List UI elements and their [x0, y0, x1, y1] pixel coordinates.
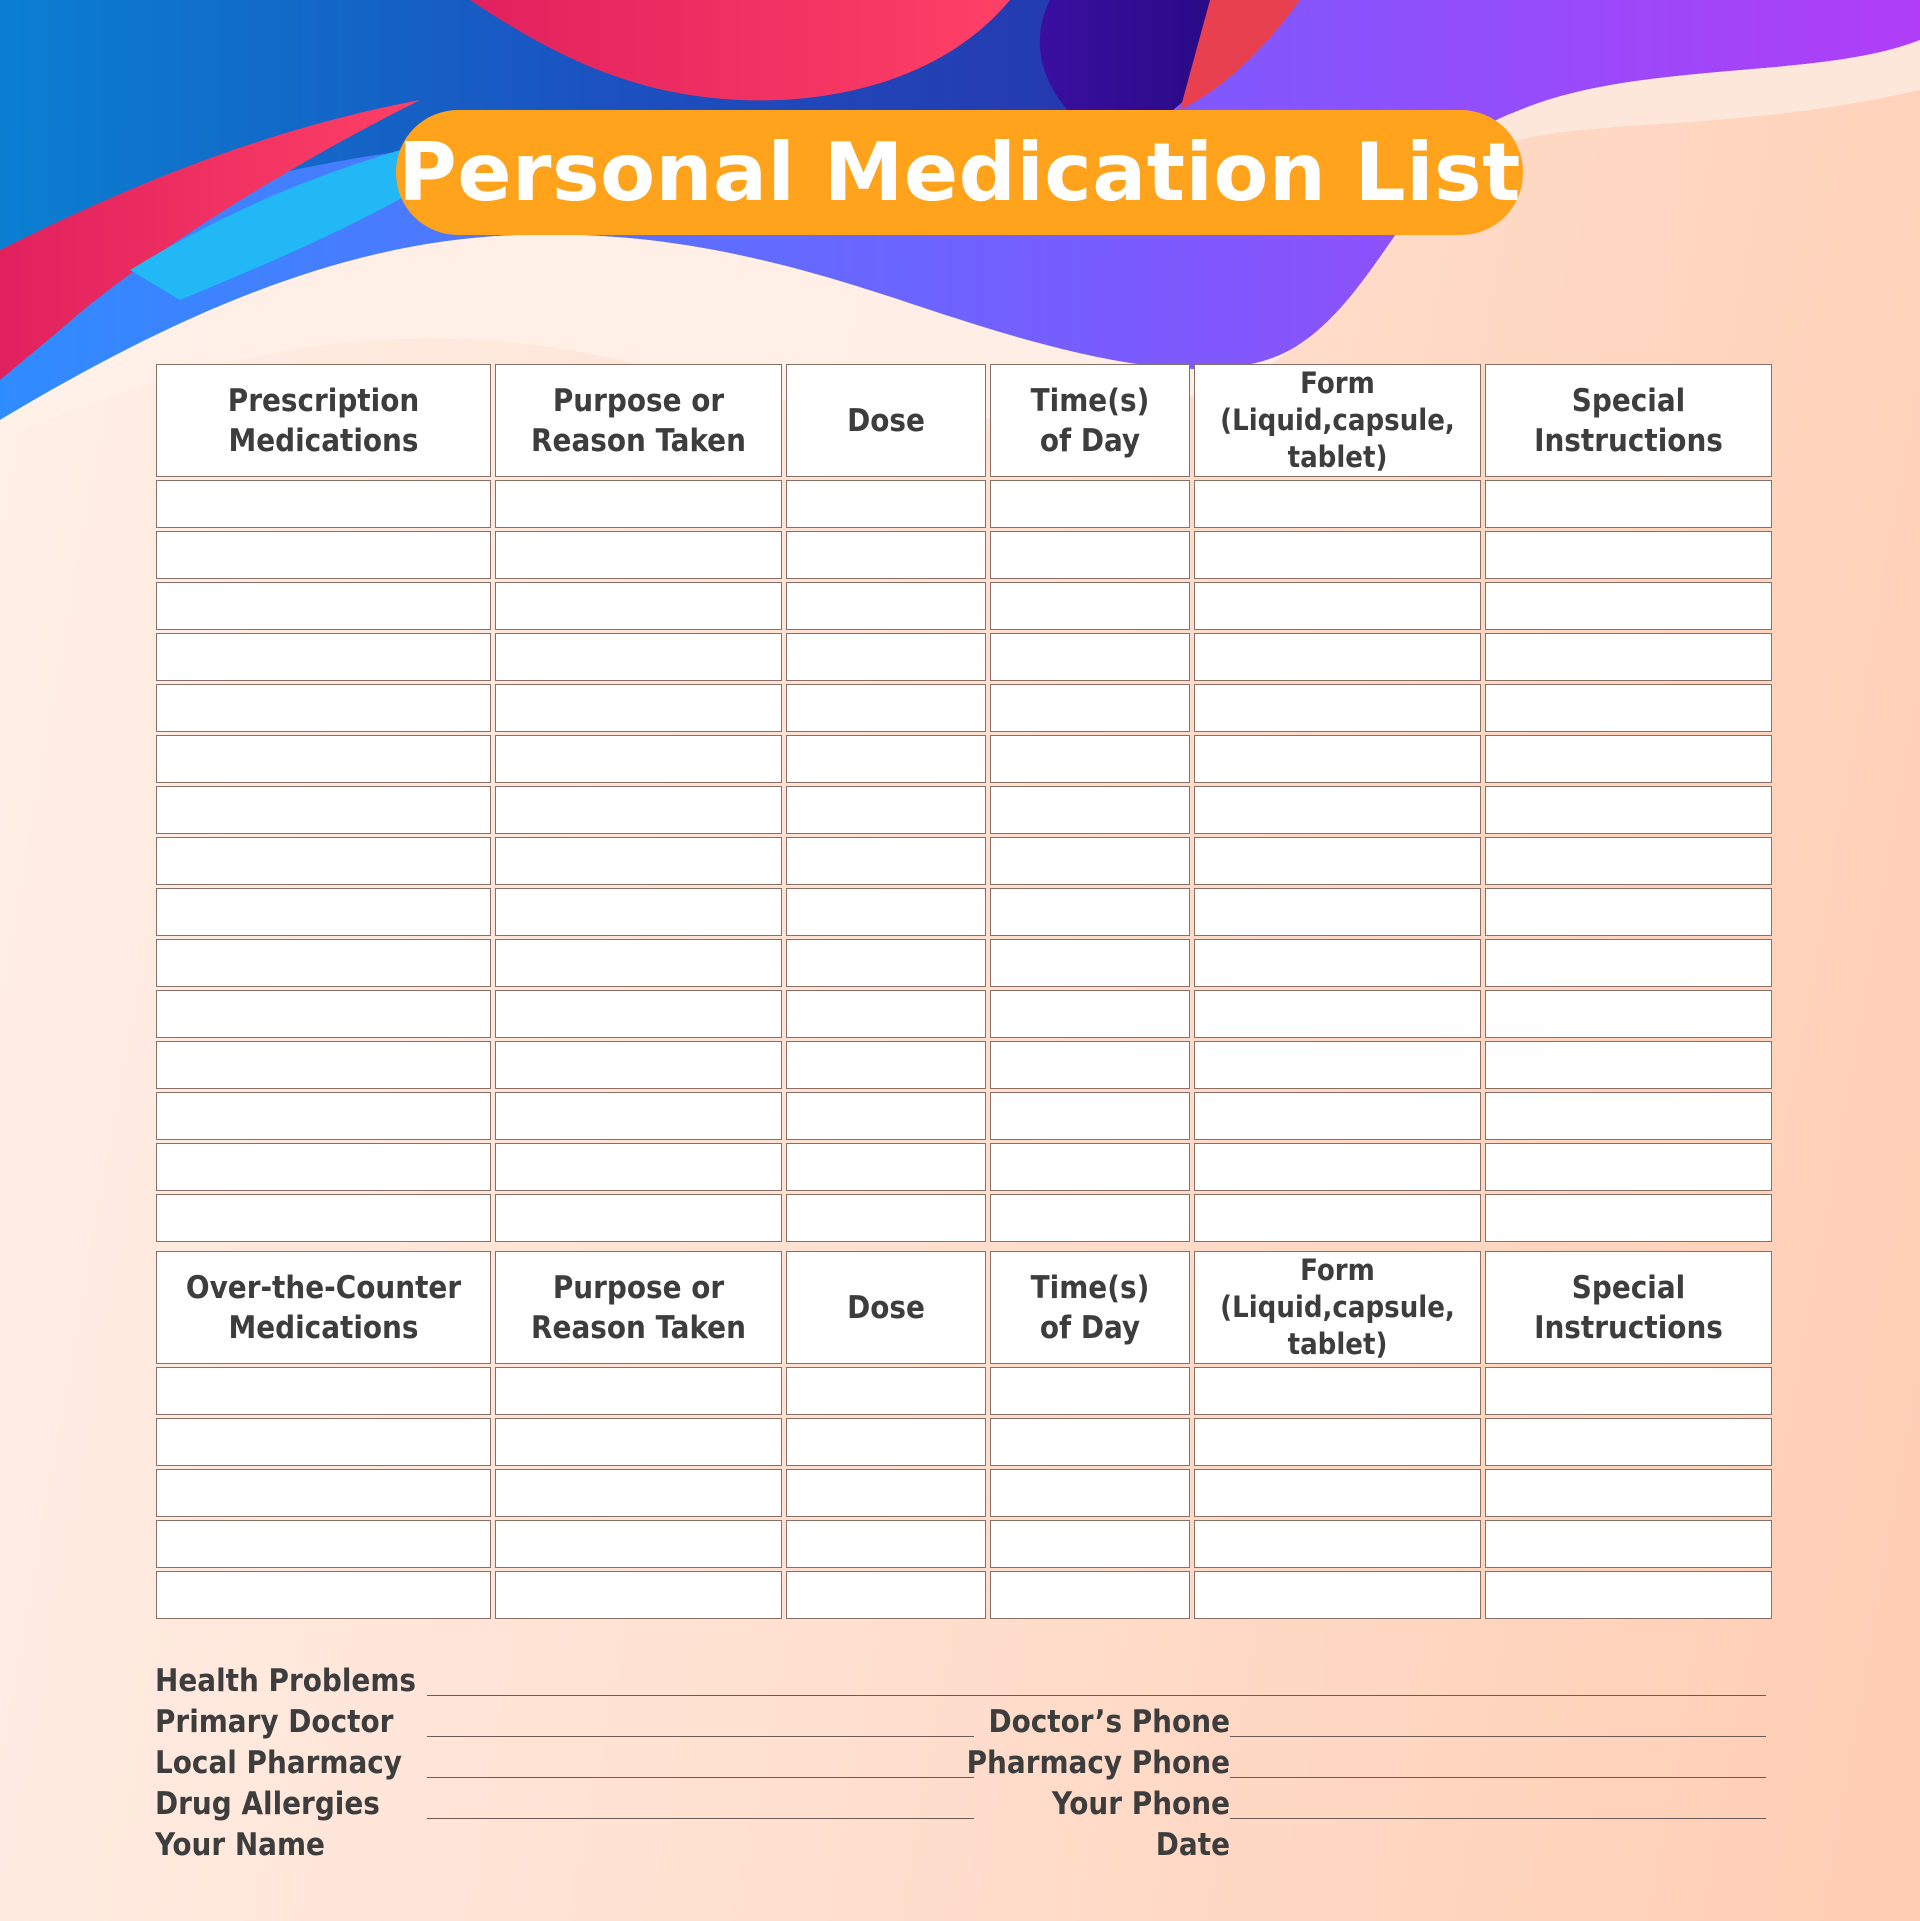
cell-purpose[interactable]: [495, 582, 782, 630]
header-form: Form (Liquid,capsule, tablet): [1194, 1251, 1481, 1364]
cell-form[interactable]: [1194, 582, 1481, 630]
cell-purpose[interactable]: [495, 1194, 782, 1242]
table-row: [156, 990, 1772, 1038]
header-dose: Dose: [786, 364, 986, 477]
table-row: [156, 939, 1772, 987]
cell-form[interactable]: [1194, 1418, 1481, 1466]
cell-times-of-day[interactable]: [990, 888, 1190, 936]
table-row: [156, 1571, 1772, 1619]
table-row: [156, 1041, 1772, 1089]
cell-dose[interactable]: [786, 1571, 986, 1619]
table-row: [156, 1092, 1772, 1140]
cell-form[interactable]: [1194, 1469, 1481, 1517]
cell-medication[interactable]: [156, 735, 491, 783]
table-row: [156, 1418, 1772, 1466]
cell-purpose[interactable]: [495, 684, 782, 732]
cell-special-instructions[interactable]: [1485, 480, 1772, 528]
cell-dose[interactable]: [786, 582, 986, 630]
cell-dose[interactable]: [786, 1367, 986, 1415]
cell-medication[interactable]: [156, 1367, 491, 1415]
primary-doctor-field[interactable]: [427, 1736, 974, 1737]
cell-dose[interactable]: [786, 531, 986, 579]
cell-times-of-day[interactable]: [990, 684, 1190, 732]
cell-purpose[interactable]: [495, 888, 782, 936]
local-pharmacy-field[interactable]: [427, 1777, 974, 1778]
cell-times-of-day[interactable]: [990, 990, 1190, 1038]
cell-dose[interactable]: [786, 633, 986, 681]
cell-times-of-day[interactable]: [990, 939, 1190, 987]
cell-form[interactable]: [1194, 786, 1481, 834]
cell-dose[interactable]: [786, 990, 986, 1038]
cell-purpose[interactable]: [495, 1367, 782, 1415]
prescription-medications-table: [152, 361, 1776, 1245]
cell-dose[interactable]: [786, 1041, 986, 1089]
cell-times-of-day[interactable]: [990, 1041, 1190, 1089]
cell-medication[interactable]: [156, 990, 491, 1038]
your-phone-label: Your Phone: [1051, 1786, 1230, 1822]
header-times-of-day: Time(s) of Day: [990, 1251, 1190, 1364]
cell-medication[interactable]: [156, 1041, 491, 1089]
cell-form[interactable]: [1194, 1143, 1481, 1191]
title-banner: [396, 110, 1523, 235]
cell-form[interactable]: [1194, 1041, 1481, 1089]
cell-dose[interactable]: [786, 888, 986, 936]
cell-purpose[interactable]: [495, 1041, 782, 1089]
cell-purpose[interactable]: [495, 531, 782, 579]
cell-times-of-day[interactable]: [990, 480, 1190, 528]
cell-special-instructions[interactable]: [1485, 1469, 1772, 1517]
cell-special-instructions[interactable]: [1485, 735, 1772, 783]
cell-medication[interactable]: [156, 786, 491, 834]
cell-medication[interactable]: [156, 684, 491, 732]
cell-form[interactable]: [1194, 939, 1481, 987]
cell-special-instructions[interactable]: [1485, 1041, 1772, 1089]
cell-special-instructions[interactable]: [1485, 1367, 1772, 1415]
cell-form[interactable]: [1194, 1367, 1481, 1415]
cell-times-of-day[interactable]: [990, 1520, 1190, 1568]
cell-times-of-day[interactable]: [990, 633, 1190, 681]
cell-purpose[interactable]: [495, 837, 782, 885]
table-row: [156, 837, 1772, 885]
cell-purpose[interactable]: [495, 1520, 782, 1568]
cell-form[interactable]: [1194, 1194, 1481, 1242]
drug-allergies-field[interactable]: [427, 1818, 974, 1819]
cell-purpose[interactable]: [495, 786, 782, 834]
doctors-phone-field[interactable]: [1230, 1736, 1766, 1737]
cell-form[interactable]: [1194, 735, 1481, 783]
cell-medication[interactable]: [156, 837, 491, 885]
cell-times-of-day[interactable]: [990, 1469, 1190, 1517]
header-special-instructions: Special Instructions: [1485, 1251, 1772, 1364]
pharmacy-phone-label: Pharmacy Phone: [966, 1745, 1230, 1781]
header-times-of-day: Time(s) of Day: [990, 364, 1190, 477]
table-row: [156, 888, 1772, 936]
health-problems-field[interactable]: [427, 1695, 1766, 1696]
cell-purpose[interactable]: [495, 1143, 782, 1191]
cell-times-of-day[interactable]: [990, 582, 1190, 630]
cell-medication[interactable]: [156, 1418, 491, 1466]
cell-medication[interactable]: [156, 633, 491, 681]
header-form: Form (Liquid,capsule, tablet): [1194, 364, 1481, 477]
table-header-row: [156, 364, 1772, 477]
cell-dose[interactable]: [786, 1092, 986, 1140]
table-row: [156, 582, 1772, 630]
cell-medication[interactable]: [156, 582, 491, 630]
cell-medication[interactable]: [156, 1092, 491, 1140]
your-name-label: Your Name: [155, 1827, 325, 1863]
cell-special-instructions[interactable]: [1485, 786, 1772, 834]
date-label: Date: [1155, 1827, 1230, 1863]
cell-form[interactable]: [1194, 480, 1481, 528]
cell-times-of-day[interactable]: [990, 837, 1190, 885]
header-special-instructions: Special Instructions: [1485, 364, 1772, 477]
cell-times-of-day[interactable]: [990, 1092, 1190, 1140]
header-dose: Dose: [786, 1251, 986, 1364]
table-row: [156, 1367, 1772, 1415]
cell-form[interactable]: [1194, 990, 1481, 1038]
cell-dose[interactable]: [786, 1469, 986, 1517]
cell-dose[interactable]: [786, 1418, 986, 1466]
cell-purpose[interactable]: [495, 1092, 782, 1140]
cell-medication[interactable]: [156, 1143, 491, 1191]
cell-dose[interactable]: [786, 735, 986, 783]
cell-dose[interactable]: [786, 837, 986, 885]
cell-form[interactable]: [1194, 633, 1481, 681]
cell-medication[interactable]: [156, 1571, 491, 1619]
cell-dose[interactable]: [786, 684, 986, 732]
cell-times-of-day[interactable]: [990, 1418, 1190, 1466]
table-row: [156, 684, 1772, 732]
cell-dose[interactable]: [786, 1143, 986, 1191]
cell-purpose[interactable]: [495, 1418, 782, 1466]
table-row: [156, 1143, 1772, 1191]
drug-allergies-label: Drug Allergies: [155, 1786, 380, 1822]
cell-special-instructions[interactable]: [1485, 1092, 1772, 1140]
cell-special-instructions[interactable]: [1485, 1194, 1772, 1242]
cell-special-instructions[interactable]: [1485, 633, 1772, 681]
cell-form[interactable]: [1194, 1520, 1481, 1568]
otc-medications-table: [152, 1248, 1776, 1622]
table-row: [156, 786, 1772, 834]
cell-dose[interactable]: [786, 939, 986, 987]
cell-purpose[interactable]: [495, 480, 782, 528]
cell-medication[interactable]: [156, 1520, 491, 1568]
table-row: [156, 633, 1772, 681]
cell-special-instructions[interactable]: [1485, 1520, 1772, 1568]
header-purpose: Purpose or Reason Taken: [495, 364, 782, 477]
cell-dose[interactable]: [786, 786, 986, 834]
cell-special-instructions[interactable]: [1485, 888, 1772, 936]
cell-times-of-day[interactable]: [990, 531, 1190, 579]
primary-doctor-label: Primary Doctor: [155, 1704, 394, 1740]
cell-medication[interactable]: [156, 531, 491, 579]
cell-purpose[interactable]: [495, 939, 782, 987]
cell-special-instructions[interactable]: [1485, 1571, 1772, 1619]
cell-purpose[interactable]: [495, 633, 782, 681]
cell-special-instructions[interactable]: [1485, 990, 1772, 1038]
cell-special-instructions[interactable]: [1485, 684, 1772, 732]
cell-dose[interactable]: [786, 1194, 986, 1242]
table-row: [156, 1194, 1772, 1242]
cell-medication[interactable]: [156, 1469, 491, 1517]
table-row: [156, 531, 1772, 579]
cell-special-instructions[interactable]: [1485, 1418, 1772, 1466]
cell-form[interactable]: [1194, 837, 1481, 885]
cell-times-of-day[interactable]: [990, 1143, 1190, 1191]
doctors-phone-label: Doctor’s Phone: [988, 1704, 1230, 1740]
header-otc-medications: Over-the-Counter Medications: [156, 1251, 491, 1364]
local-pharmacy-label: Local Pharmacy: [155, 1745, 402, 1781]
cell-dose[interactable]: [786, 480, 986, 528]
cell-dose[interactable]: [786, 1520, 986, 1568]
cell-medication[interactable]: [156, 1194, 491, 1242]
table-row: [156, 735, 1772, 783]
cell-form[interactable]: [1194, 1571, 1481, 1619]
pharmacy-phone-field[interactable]: [1230, 1777, 1766, 1778]
cell-special-instructions[interactable]: [1485, 1143, 1772, 1191]
cell-times-of-day[interactable]: [990, 1367, 1190, 1415]
cell-medication[interactable]: [156, 939, 491, 987]
cell-purpose[interactable]: [495, 1571, 782, 1619]
cell-times-of-day[interactable]: [990, 786, 1190, 834]
table-row: [156, 1469, 1772, 1517]
cell-form[interactable]: [1194, 684, 1481, 732]
cell-special-instructions[interactable]: [1485, 939, 1772, 987]
header-prescription-medications: Prescription Medications: [156, 364, 491, 477]
table-row: [156, 480, 1772, 528]
cell-times-of-day[interactable]: [990, 735, 1190, 783]
cell-medication[interactable]: [156, 480, 491, 528]
health-problems-label: Health Problems: [155, 1663, 416, 1699]
cell-purpose[interactable]: [495, 735, 782, 783]
your-phone-field[interactable]: [1230, 1818, 1766, 1819]
cell-times-of-day[interactable]: [990, 1194, 1190, 1242]
cell-times-of-day[interactable]: [990, 1571, 1190, 1619]
cell-form[interactable]: [1194, 1092, 1481, 1140]
cell-form[interactable]: [1194, 888, 1481, 936]
cell-special-instructions[interactable]: [1485, 582, 1772, 630]
table-header-row: [156, 1251, 1772, 1364]
page-title: Personal Medication List: [398, 126, 1521, 219]
cell-form[interactable]: [1194, 531, 1481, 579]
header-purpose: Purpose or Reason Taken: [495, 1251, 782, 1364]
cell-medication[interactable]: [156, 888, 491, 936]
table-row: [156, 1520, 1772, 1568]
cell-purpose[interactable]: [495, 990, 782, 1038]
cell-special-instructions[interactable]: [1485, 531, 1772, 579]
cell-purpose[interactable]: [495, 1469, 782, 1517]
cell-special-instructions[interactable]: [1485, 837, 1772, 885]
